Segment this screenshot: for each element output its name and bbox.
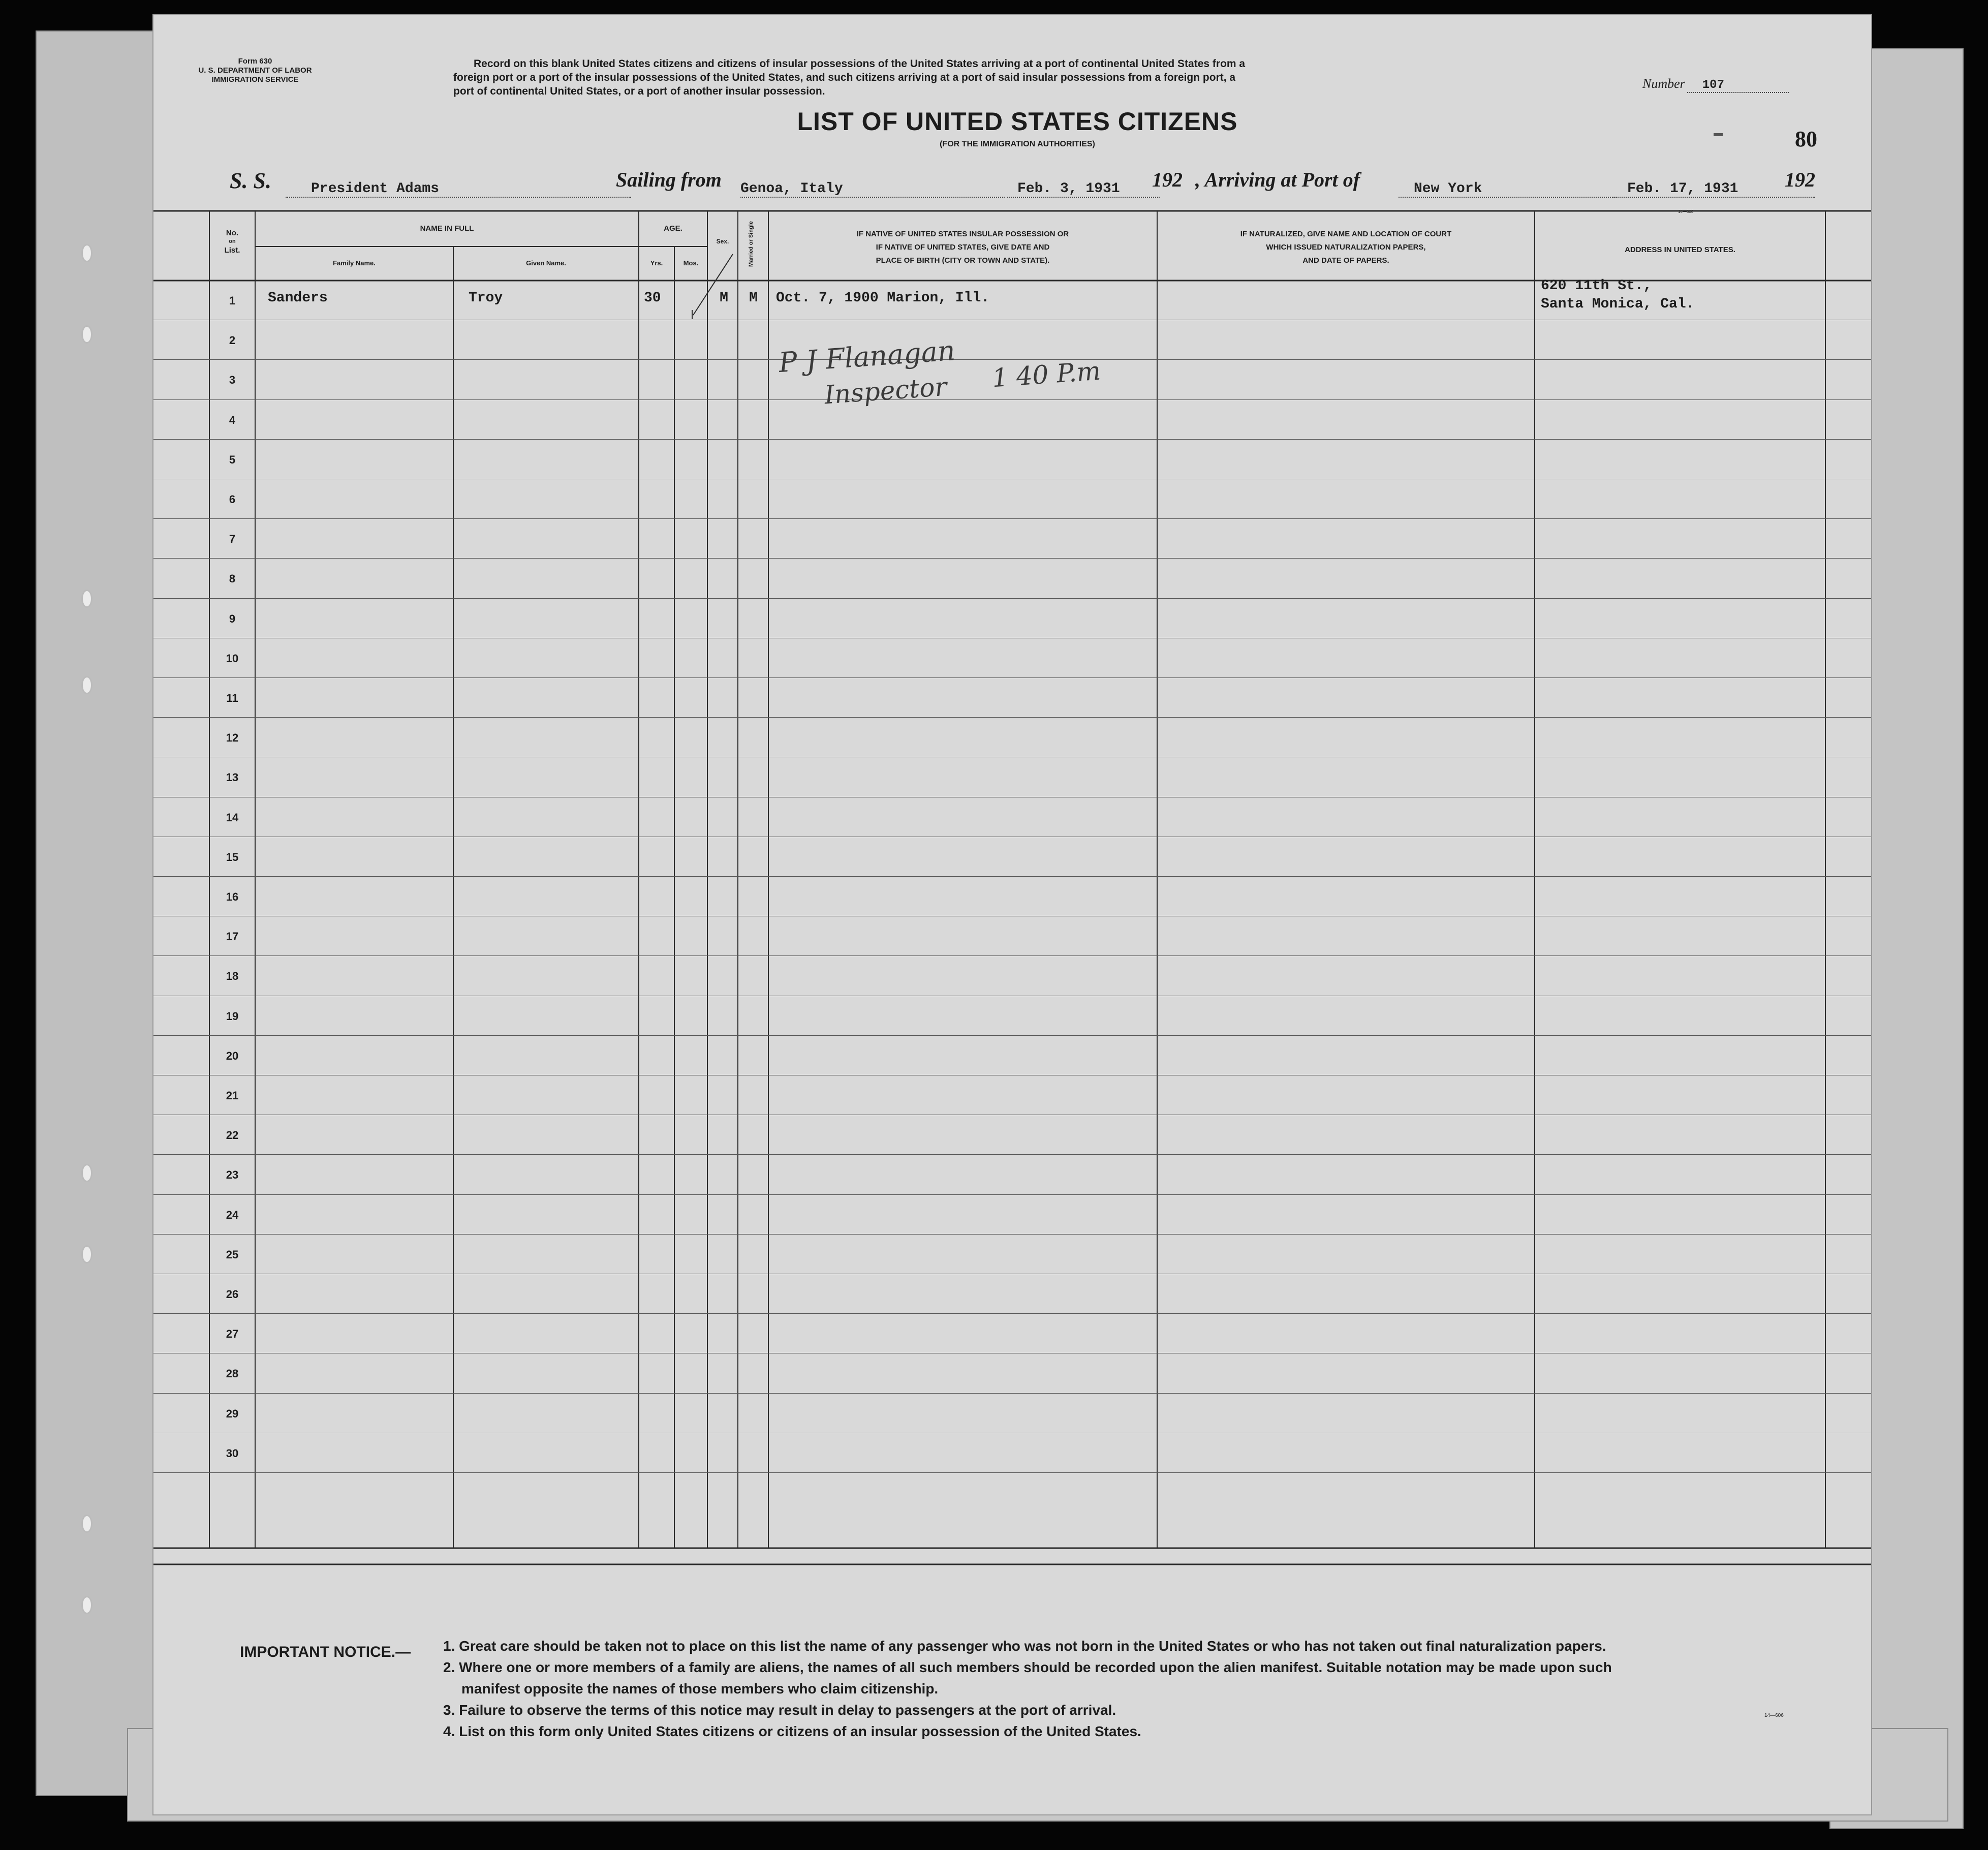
header-naturalized-line: WHICH ISSUED NATURALIZATION PAPERS,: [1266, 243, 1426, 252]
row-number: 25: [226, 1248, 239, 1261]
sex-cell: M: [720, 290, 728, 306]
table-row: [153, 1235, 1871, 1274]
table-row: [153, 479, 1871, 519]
row-number: 18: [226, 970, 239, 983]
header-family-name: Family Name.: [333, 259, 376, 267]
signature-name: P J Flanagan: [778, 334, 956, 379]
row-number: 24: [226, 1208, 239, 1221]
arriving-label: , Arriving at Port of: [1195, 168, 1360, 191]
ship-name: President Adams: [286, 181, 631, 198]
notice-item-2: 2. Where one or more members of a family are aliens, the names of all such members should be recorded upon the alien manifest. Suitable notation may be made upon such: [443, 1659, 1612, 1675]
table-row: [153, 996, 1871, 1036]
row-number: 8: [229, 572, 236, 585]
binder-hole: [81, 244, 92, 262]
row-number: 20: [226, 1049, 239, 1062]
table-row: [153, 1115, 1871, 1155]
header-sex: Sex.: [716, 238, 729, 245]
header-naturalized-line: AND DATE OF PAPERS.: [1302, 256, 1389, 265]
table-row: [153, 1314, 1871, 1353]
header-no: No.: [226, 229, 239, 237]
header-given-name: Given Name.: [526, 259, 566, 267]
row-number: 9: [229, 612, 236, 625]
row-number: 16: [226, 890, 239, 904]
header-naturalized: [1157, 228, 1535, 267]
row-number: 22: [226, 1129, 239, 1142]
notice-item-3: 3. Failure to observe the terms of this notice may result in delay to passengers at the port of arrival.: [443, 1702, 1116, 1718]
sailing-label: Sailing from: [616, 168, 722, 191]
table-row: [153, 599, 1871, 638]
binder-hole: [81, 1245, 92, 1263]
address-line-1: 620 11th St.,: [1541, 278, 1652, 294]
ss-label: S. S.: [230, 168, 271, 193]
table-row: [153, 956, 1871, 996]
header-birth-line: IF NATIVE OF UNITED STATES, GIVE DATE AND: [876, 243, 1050, 252]
signature-time: 1 40 P.m: [991, 356, 1102, 393]
row-number: 1: [229, 294, 236, 307]
row-number: 27: [226, 1328, 239, 1341]
notice-item-4: 4. List on this form only United States citizens or citizens of an insular possession of the United States.: [443, 1723, 1141, 1739]
page-title: LIST OF UNITED STATES CITIZENS: [797, 107, 1238, 136]
header-naturalized-line: IF NATURALIZED, GIVE NAME AND LOCATION OF COURT: [1240, 230, 1452, 238]
table-row: [153, 916, 1871, 956]
signature-title: Inspector: [823, 372, 948, 410]
row-number: 17: [226, 930, 239, 943]
row-number: 21: [226, 1089, 239, 1102]
row-number: 11: [226, 692, 238, 705]
header-birth: [768, 228, 1157, 267]
year-print-2: 192: [1785, 168, 1815, 191]
top-print-code: 14—606: [1678, 209, 1694, 214]
birth-cell: Oct. 7, 1900 Marion, Ill.: [776, 290, 990, 306]
header-mos: Mos.: [683, 259, 699, 267]
row-number: 30: [226, 1446, 239, 1460]
header-age: AGE.: [664, 224, 682, 233]
marital-status-cell: M: [749, 290, 758, 306]
notice-heading: IMPORTANT NOTICE.—: [240, 1644, 411, 1660]
page-subtitle: (FOR THE IMMIGRATION AUTHORITIES): [940, 140, 1095, 148]
header-married-or-single: Married or Single: [748, 221, 754, 267]
row-number: 5: [229, 453, 236, 466]
binder-hole: [81, 1515, 92, 1533]
row-number: 2: [229, 334, 236, 347]
row-number: 23: [226, 1168, 239, 1182]
year-print-1: 192: [1152, 168, 1183, 191]
row-number: 6: [229, 493, 236, 506]
binder-hole: [81, 325, 92, 344]
table-row: [153, 1353, 1871, 1393]
table-row: [153, 638, 1871, 678]
arrival-date: Feb. 17, 1931: [1612, 181, 1815, 198]
row-number: 7: [229, 533, 236, 546]
row-number: 4: [229, 413, 236, 426]
row-number: 14: [226, 811, 239, 824]
row-number: 13: [226, 771, 239, 784]
row-number: 26: [226, 1288, 239, 1301]
header-yrs: Yrs.: [650, 259, 663, 267]
row-number: 19: [226, 1009, 239, 1023]
family-name-cell: Sanders: [268, 290, 328, 306]
table-row: [153, 1433, 1871, 1473]
header-birth-line: PLACE OF BIRTH (CITY OR TOWN AND STATE).: [876, 256, 1050, 265]
inspector-signature: [778, 334, 1144, 417]
header-no-on-list: [209, 229, 255, 255]
binder-hole: [81, 676, 92, 694]
form-number: Form 630: [238, 57, 272, 66]
table-row: [153, 278, 1871, 320]
table-row: [153, 837, 1871, 877]
row-number: 28: [226, 1367, 239, 1380]
table-row: [153, 877, 1871, 916]
intro-line: Record on this blank United States citizens and citizens of insular possessions of the United States arriving at a port of continental United States from a: [474, 58, 1246, 70]
table-row: [153, 559, 1871, 598]
manifest-page: [152, 14, 1872, 1815]
intro-line: port of continental United States, or a port of another insular possession.: [453, 85, 825, 97]
number-label: Number: [1642, 76, 1685, 91]
table-row: [153, 519, 1871, 559]
table-row: [153, 1155, 1871, 1194]
table-row: [153, 1075, 1871, 1115]
table-row: [153, 797, 1871, 837]
notice-item-1: 1. Great care should be taken not to place on this list the name of any passenger who was not born in the United States or who has not taken out final naturalization papers.: [443, 1638, 1606, 1654]
page-number: 80: [1795, 127, 1817, 151]
table-row: [153, 718, 1871, 757]
header-on: on: [229, 238, 236, 244]
header-birth-line: IF NATIVE OF UNITED STATES INSULAR POSSESSION OR: [856, 230, 1069, 238]
table-row: [153, 1195, 1871, 1235]
row-number: 12: [226, 731, 239, 745]
table-row: [153, 1274, 1871, 1314]
sail-date: Feb. 3, 1931: [1007, 181, 1160, 198]
given-name-cell: Troy: [469, 290, 503, 306]
row-number: 10: [226, 652, 239, 665]
service-name: IMMIGRATION SERVICE: [211, 75, 299, 84]
address-line-2: Santa Monica, Cal.: [1541, 296, 1695, 313]
arrival-port: New York: [1399, 181, 1617, 198]
row-number: 29: [226, 1407, 239, 1420]
department-name: U. S. DEPARTMENT OF LABOR: [198, 66, 312, 75]
table-row: [153, 1394, 1871, 1433]
table-row: [153, 678, 1871, 718]
binder-hole: [81, 590, 92, 608]
binder-hole: [81, 1164, 92, 1182]
age-years-cell: 30: [644, 290, 661, 306]
row-number: 15: [226, 850, 239, 864]
table-row: [153, 1036, 1871, 1075]
header-name-in-full: NAME IN FULL: [420, 224, 474, 233]
table-row: [153, 757, 1871, 797]
header-list: List.: [224, 246, 240, 255]
row-number: 3: [229, 374, 236, 387]
intro-line: foreign port or a port of the insular possessions of the United States, and such citizens arriving at a port of said insular possessions from a foreign port, a: [453, 72, 1236, 83]
table-row: [153, 440, 1871, 479]
notice-item-2-cont: manifest opposite the names of those members who claim citizenship.: [461, 1681, 939, 1697]
binder-hole: [81, 1596, 92, 1614]
number-value: 107: [1687, 78, 1789, 93]
from-port: Genoa, Italy: [740, 181, 1005, 198]
header-address: ADDRESS IN UNITED STATES.: [1625, 245, 1735, 254]
bottom-print-code: 14—606: [1764, 1713, 1784, 1718]
